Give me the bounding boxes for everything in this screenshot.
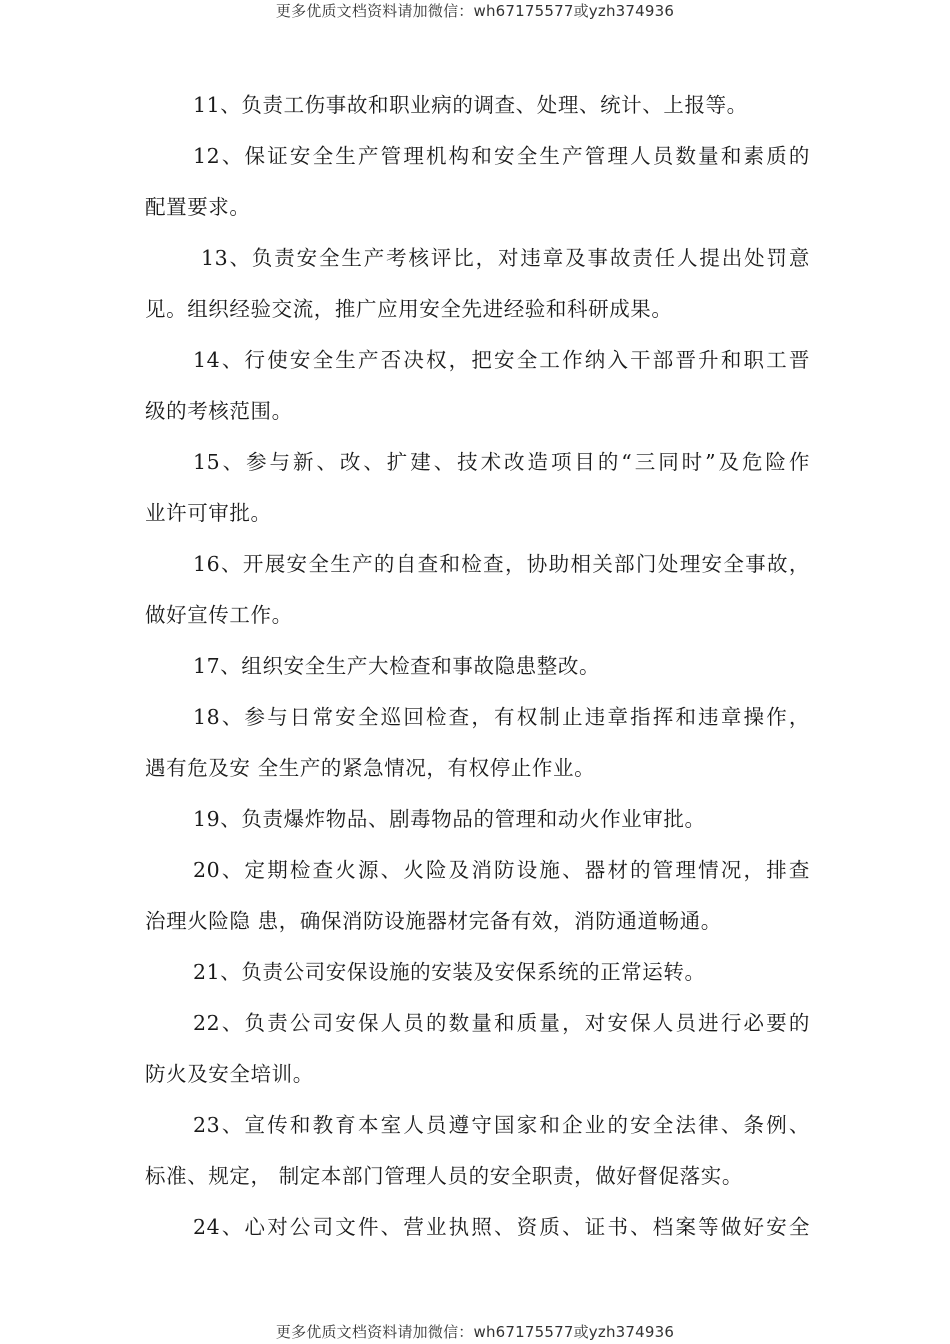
paragraph-11-line-1: 11、负责工伤事故和职业病的调查、处理、统计、上报等。 — [193, 93, 748, 117]
footer-watermark: 更多优质文档资料请加微信：wh67175577或yzh374936 — [275, 1323, 675, 1341]
paragraph-22-line-2: 防火及安全培训。 — [145, 1062, 314, 1086]
paragraph-18-line-1: 18、参与日常安全巡回检查，有权制止违章指挥和违章操作， — [193, 705, 810, 729]
paragraph-23-line-2: 标准、规定， 制定本部门管理人员的安全职责，做好督促落实。 — [145, 1164, 743, 1188]
paragraph-15-line-1: 15、参与新、改、扩建、技术改造项目的“三同时”及危险作 — [193, 450, 810, 474]
paragraph-14-line-1: 14、行使安全生产否决权，把安全工作纳入干部晋升和职工晋 — [193, 348, 810, 372]
paragraph-18-line-2: 遇有危及安 全生产的紧急情况，有权停止作业。 — [145, 756, 596, 780]
paragraph-12-line-1: 12、保证安全生产管理机构和安全生产管理人员数量和素质的 — [193, 144, 810, 168]
paragraph-16-line-1: 16、开展安全生产的自查和检查，协助相关部门处理安全事故， — [193, 552, 810, 576]
paragraph-20-line-2: 治理火险隐 患，确保消防设施器材完备有效，消防通道畅通。 — [145, 909, 722, 933]
paragraph-21-line-1: 21、负责公司安保设施的安装及安保系统的正常运转。 — [193, 960, 706, 984]
paragraph-15-line-2: 业许可审批。 — [145, 501, 272, 525]
paragraph-22-line-1: 22、负责公司安保人员的数量和质量，对安保人员进行必要的 — [193, 1011, 810, 1035]
paragraph-13-line-1: 13、负责安全生产考核评比，对违章及事故责任人提出处罚意 — [201, 246, 810, 270]
paragraph-23-line-1: 23、宣传和教育本室人员遵守国家和企业的安全法律、条例、 — [193, 1113, 810, 1137]
paragraph-19-line-1: 19、负责爆炸物品、剧毒物品的管理和动火作业审批。 — [193, 807, 706, 831]
document-body — [145, 80, 810, 1253]
paragraph-13-line-2: 见。组织经验交流，推广应用安全先进经验和科研成果。 — [145, 297, 673, 321]
header-watermark: 更多优质文档资料请加微信：wh67175577或yzh374936 — [275, 2, 675, 20]
paragraph-16-line-2: 做好宣传工作。 — [145, 603, 293, 627]
paragraph-17-line-1: 17、组织安全生产大检查和事故隐患整改。 — [193, 654, 601, 678]
paragraph-14-line-2: 级的考核范围。 — [145, 399, 293, 423]
paragraph-20-line-1: 20、定期检查火源、火险及消防设施、器材的管理情况，排查 — [193, 858, 810, 882]
paragraph-24-line-1: 24、心对公司文件、营业执照、资质、证书、档案等做好安全 — [193, 1215, 810, 1239]
paragraph-12-line-2: 配置要求。 — [145, 195, 251, 219]
